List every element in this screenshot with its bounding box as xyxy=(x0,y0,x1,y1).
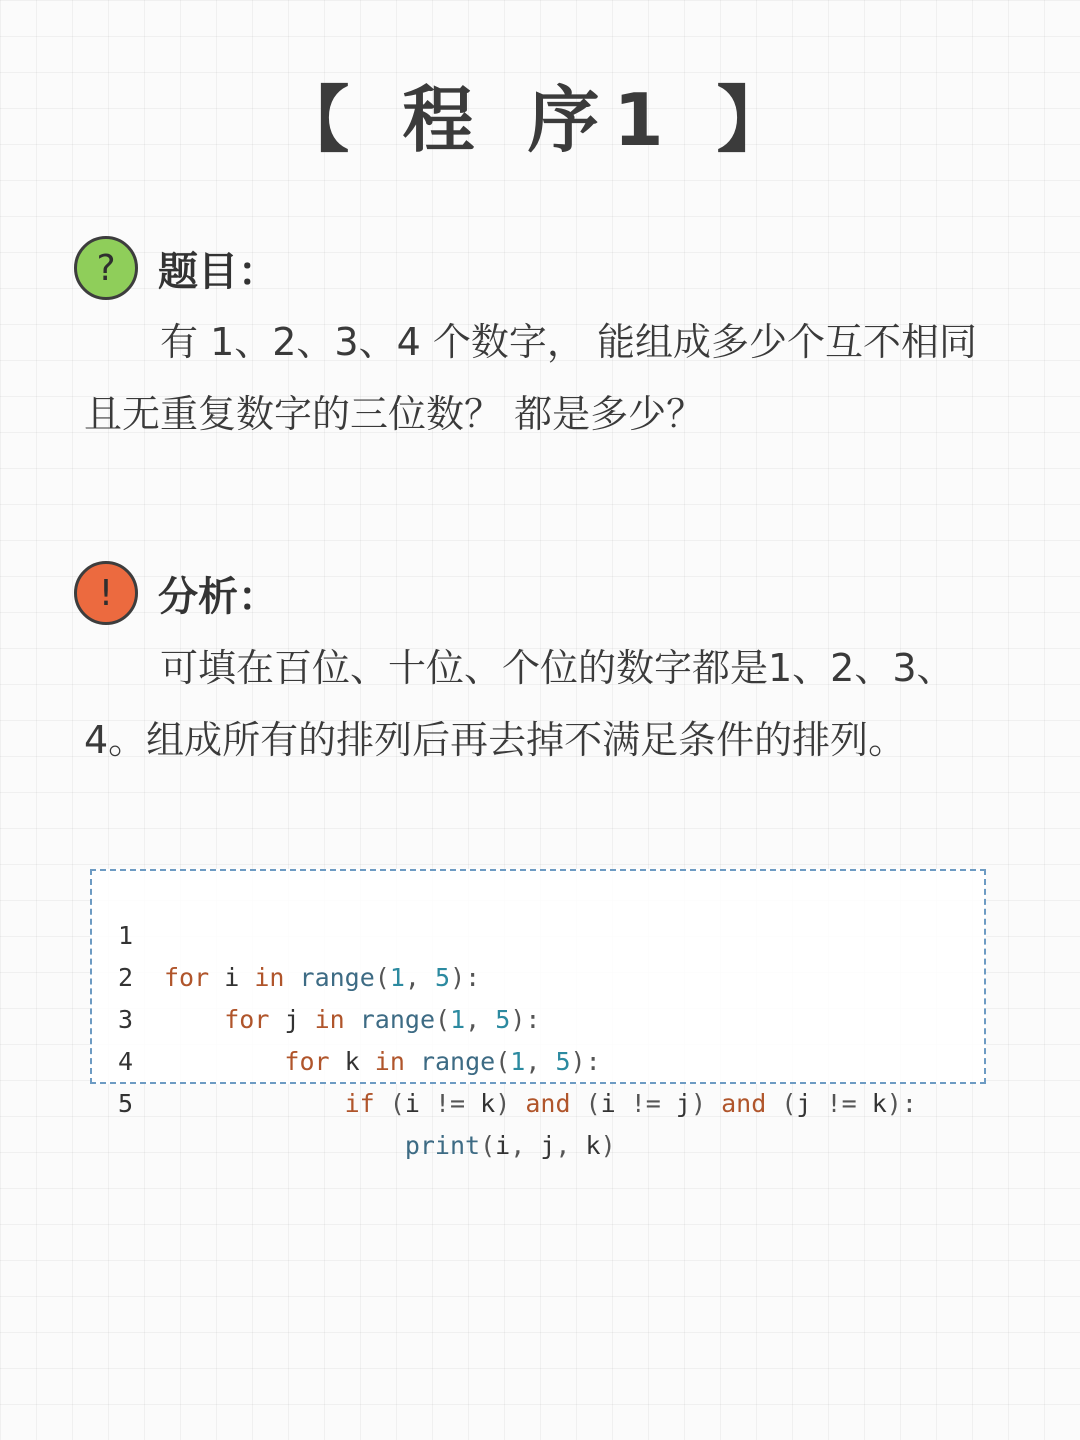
code-punctuation: : xyxy=(901,1089,917,1118)
analysis-text: 可填在百位、十位、个位的数字都是1、2、3、4。组成所有的排列后再去掉不满足条件的排列。 xyxy=(84,646,955,762)
code-space xyxy=(857,1089,872,1118)
code-space xyxy=(405,1047,420,1076)
code-identifier: j xyxy=(675,1089,691,1118)
code-number: 1 xyxy=(510,1047,526,1076)
code-space xyxy=(164,1131,405,1160)
code-keyword: for xyxy=(224,1005,270,1034)
code-space xyxy=(420,1089,435,1118)
code-space xyxy=(480,1005,495,1034)
code-space xyxy=(465,1089,480,1118)
analysis-section-header xyxy=(74,561,278,625)
code-identifier: j xyxy=(284,1005,300,1034)
code-space xyxy=(706,1089,721,1118)
code-function: range xyxy=(359,1005,435,1034)
code-keyword: in xyxy=(254,963,285,992)
page-title: 【 程 序1 】 xyxy=(277,78,803,162)
code-punctuation: != xyxy=(630,1089,661,1118)
code-punctuation: ( xyxy=(389,1089,405,1118)
question-mark-icon: ? xyxy=(74,236,138,300)
line-number: 2 xyxy=(118,963,134,992)
code-punctuation: ) xyxy=(886,1089,902,1118)
code-punctuation: , xyxy=(510,1131,526,1160)
code-number: 1 xyxy=(389,963,405,992)
code-space xyxy=(510,1089,525,1118)
code-punctuation: ) xyxy=(690,1089,707,1118)
question-text: 有 1、2、3、4 个数字， 能组成多少个互不相同且无重复数字的三位数？ 都是多少？ xyxy=(84,320,977,436)
code-keyword: for xyxy=(284,1047,330,1076)
code-identifier: i xyxy=(495,1131,511,1160)
code-punctuation: ) xyxy=(570,1047,586,1076)
code-punctuation: , xyxy=(555,1131,571,1160)
code-space xyxy=(209,963,224,992)
code-number: 5 xyxy=(495,1005,511,1034)
code-keyword: for xyxy=(164,963,210,992)
code-keyword: in xyxy=(314,1005,345,1034)
code-keyword: in xyxy=(374,1047,405,1076)
question-section-header xyxy=(74,236,278,300)
code-space xyxy=(360,1047,375,1076)
code-function: range xyxy=(299,963,375,992)
code-space xyxy=(811,1089,826,1118)
code-punctuation: ( xyxy=(781,1089,797,1118)
code-space xyxy=(540,1047,555,1076)
code-punctuation: : xyxy=(525,1005,541,1034)
code-identifier: i xyxy=(600,1089,616,1118)
line-number: 3 xyxy=(118,1005,134,1034)
code-text xyxy=(164,1125,616,1167)
code-punctuation: , xyxy=(404,963,420,992)
code-space xyxy=(239,963,254,992)
code-keyword: and xyxy=(525,1089,571,1118)
code-space xyxy=(420,963,435,992)
code-identifier: i xyxy=(224,963,240,992)
code-space xyxy=(164,1005,224,1034)
code-space xyxy=(164,1047,284,1076)
code-space xyxy=(269,1005,284,1034)
code-line xyxy=(92,957,601,1076)
code-punctuation: : xyxy=(465,963,481,992)
line-number: 5 xyxy=(118,1089,134,1118)
code-space xyxy=(300,1005,315,1034)
code-identifier: k xyxy=(585,1131,601,1160)
code-space xyxy=(616,1089,631,1118)
code-identifier: j xyxy=(796,1089,812,1118)
code-space xyxy=(570,1131,585,1160)
code-number: 5 xyxy=(435,963,451,992)
line-number: 4 xyxy=(118,1047,134,1076)
code-punctuation: ) xyxy=(510,1005,526,1034)
code-space xyxy=(164,1089,345,1118)
code-keyword: if xyxy=(344,1089,375,1118)
code-punctuation: , xyxy=(525,1047,541,1076)
code-space xyxy=(766,1089,781,1118)
code-keyword: and xyxy=(721,1089,767,1118)
analysis-label: 分析： xyxy=(158,573,278,620)
code-space xyxy=(571,1089,586,1118)
code-punctuation: ( xyxy=(585,1089,601,1118)
code-space xyxy=(525,1131,540,1160)
code-line xyxy=(92,915,541,1034)
code-punctuation: ( xyxy=(435,1005,451,1034)
code-identifier: k xyxy=(871,1089,887,1118)
code-space xyxy=(375,1089,390,1118)
code-punctuation: != xyxy=(826,1089,857,1118)
code-text xyxy=(164,999,540,1041)
code-space xyxy=(330,1047,345,1076)
exclamation-icon: ! xyxy=(74,561,138,625)
code-text xyxy=(164,1083,917,1125)
code-space xyxy=(284,963,299,992)
code-identifier: k xyxy=(344,1047,360,1076)
code-number: 1 xyxy=(450,1005,466,1034)
code-line xyxy=(92,873,481,992)
code-space xyxy=(661,1089,676,1118)
question-label: 题目： xyxy=(158,248,278,295)
code-punctuation: ( xyxy=(495,1047,511,1076)
code-punctuation: ) xyxy=(450,963,466,992)
code-function: print xyxy=(404,1131,481,1160)
code-function: range xyxy=(419,1047,496,1076)
code-text xyxy=(164,1041,601,1083)
code-number: 5 xyxy=(555,1047,571,1076)
code-punctuation: : xyxy=(585,1047,601,1076)
line-number: 1 xyxy=(118,921,134,950)
code-punctuation: ) xyxy=(495,1089,511,1118)
code-space xyxy=(345,1005,360,1034)
code-identifier: i xyxy=(404,1089,420,1118)
code-punctuation: , xyxy=(465,1005,481,1034)
code-punctuation: ( xyxy=(480,1131,496,1160)
code-identifier: k xyxy=(480,1089,496,1118)
code-identifier: j xyxy=(540,1131,556,1160)
code-block xyxy=(90,869,986,1160)
code-punctuation: ( xyxy=(374,963,390,992)
code-punctuation: ) xyxy=(600,1131,616,1160)
code-punctuation: != xyxy=(434,1089,466,1118)
code-text xyxy=(164,957,480,999)
